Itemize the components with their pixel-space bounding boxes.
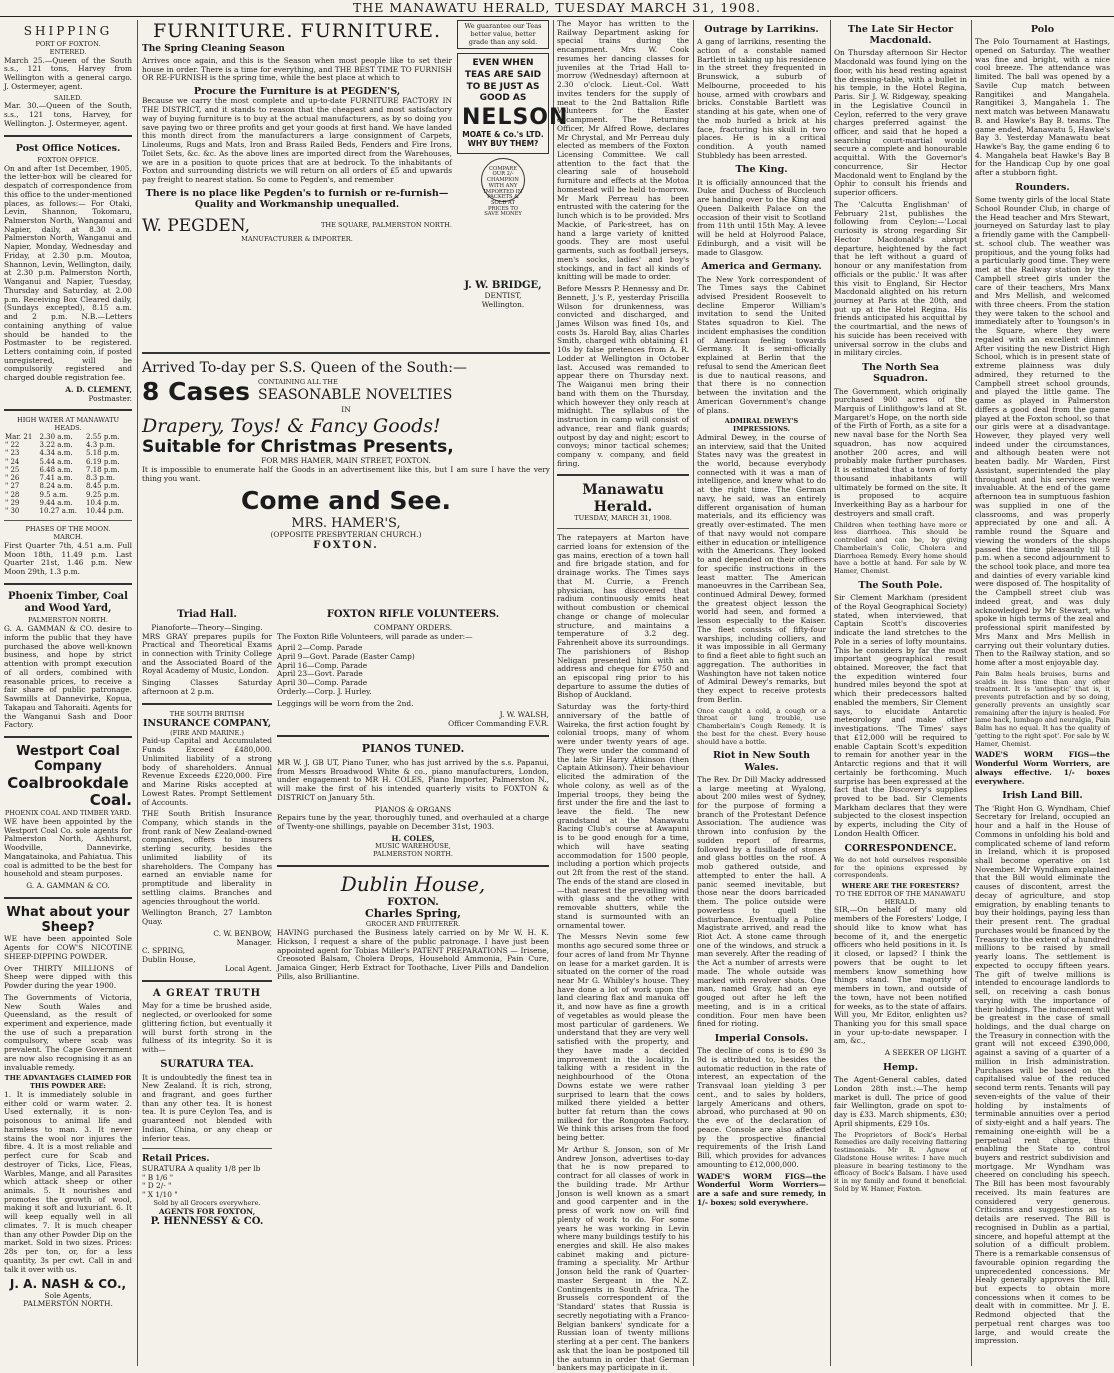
king-text: It is officially announced that the Duke and Duchess of Buccleuch are handing over to the King and Queen Dalkeith Palace on the occasion of their visit to Scotland from 11th until 15th May. A levee will be held at Holyrood Palace, Edinburgh, and a visit will be made to Glasgow. [697, 177, 826, 257]
moon-heading: PHASES OF THE MOON. [25, 525, 111, 534]
spring-place: Dublin House, [142, 955, 196, 965]
come-and-see: Come and See. [241, 486, 451, 516]
nash-role: Sole Agents, [44, 1290, 92, 1300]
insurance-office: Wellington Branch, 27 Lambton Quay. [142, 908, 272, 927]
correspondence-note: We do not hold ourselves responsible for the opinions expressed by correspondents. [834, 855, 967, 880]
tide-cell: 8.24 a.m. [39, 482, 73, 491]
shipping-heading: SHIPPING [23, 24, 113, 38]
sailed-label: SAILED. [53, 93, 83, 102]
furniture-advert [142, 20, 452, 350]
south-pole-text: Sir Clement Markham (president of the Royal Geographical Society) stated, when interviewed, that Captain Scott's discoveries indicate the land stretches to the Pole in a series of lofty mountains. This he considers by far the most important geographical result obtained. Moreover, the fact that the expedition wintered four hundred miles beyond the spot at which their predecessors halted enabled the members, Sir Clement says, to elucidate Antarctic meteorology and make other investigations. 'The Times' says that £12,000 will be required to enable Captain Scott's expedition to remain for another year in the Antarctic regions and that it will certainly be forthcoming. Much surprise has been expressed at the fact that the Discovery's supplies proved to be bad. Sir Clements Markham declares that they were subjected to the closest inspection by experts, including the City of London Health Officer. [834, 593, 967, 838]
spring-role: Local Agent. [224, 963, 272, 973]
tide-row [4, 507, 132, 515]
price-line: " D 2/- " [142, 1181, 172, 1191]
price-line: SURATURA A quality 1/8 per lb [142, 1163, 261, 1173]
dewey-text: Admiral Dewey, in the course of an interview, said that the United States navy was the greatest in the world, because everybody connected with it was a man of intelligence, and knew what to do at the right time. The German navy, he said, was an entirely different organisation of human materials, and its efficiency was greatly over-estimated. The men of that navy would not compare either in education or intelligence with the Americans. They looked to and depended on their officers for specific instructions in the least matter. The American manoeuvres in the Carribean Sea, continued Admiral Dewey, formed the greatest object lesson the world had seen, and formed a lesson especially to the Kaiser. The fleet consists of fifty-four warships, including colliers, and it was impossible in all Germany to find a fleet able to fight such an aggregation. The authorities in Washington have not taken notice of Admiral Dewey's remarks, but they expect to receive protests from Berlin. [697, 432, 826, 704]
column-adverts-right [277, 605, 549, 1366]
phoenix-text: G. A. GAMMAN & CO. desire to inform the public that they have purchased the above well-known business, and hope by strict attention with prompt execution of all orders, combined with reasonable prices, to receive a fair share of public patronage. Sawmills at Dannevirke, Kopua, Takapau and Tahoraiti. Agents for the Wanganui Sash and Door Factory. [4, 624, 132, 730]
tea-advert [457, 20, 569, 275]
america-heading: America and Germany. [701, 261, 822, 273]
column-rule [693, 20, 694, 1366]
news-paragraph: Saturday was the forty-third anniversary of the battle of Waireka, the first action fought by colonial troops, many of whom were under twenty years of age. They were under the command of the late Sir Harry Atkinson (then Captain Atkinson). Their behaviour elicited the admiration of the whole colony, as well as of the Imperial troops, they being the first under the fire and the last to leave the field. The new grandstand at the Manawatu Racing Club's course at Awapuni is to be good enough for a time, which will have seating accommodation for 1500 people, including a portion which projects out 2ft from the rest of the stand. The ends of the stand are closed in—that nearest the prevailing wind with glass and the other with removable shutters, while the stand is surmounted with an ornamental tower. [557, 702, 689, 930]
impossible-text: It is impossible to enumerate half the Goods in an advertisement like this, but I am sure I have the very thing you want. [142, 464, 550, 483]
insurance-text-2: THE South British Insurance Company, which stands in the front rank of New Zealand-owned companies, offers to insurers sterling security, besides the unlimited liability of its shareholders. The Company has earned an enviable name for promptitude and liberality in settling claims. Branches and agencies throughout the world. [142, 809, 272, 906]
news-paragraph: Before Messrs P. Hennessy and Dr. Bennett, J.'s P., yesterday Priscilla Wilson for drunkenness, was convicted and discharged, and James Wilson was fined 10s, and costs 3s. Harold Bay, alias Charles Smith, charged with obtaining £1 10s by false pretences from A. R. Lodder at Wellington in October last. Accused was remanded to appear there on Thursday next. The Waiganui men bring their band with them on the Thursday, which however they only reach at midnight. The syllabus of the instruction in camp will consist of advance, rear and flank guards; outpost by day and night; escort to convoys; minor tactical schemes; company v. company, and field firing. [557, 284, 689, 468]
worm-ad: WADE'S WORM FIGS—the Wonderful Worm Worriers—are a safe and sure remedy, in 1/- boxes; sold everywhere. [697, 1171, 826, 1207]
tide-row [4, 449, 132, 457]
triad-singing: Singing Classes Saturday afternoon at 2 p.m. [142, 678, 272, 696]
hemp-text: The Agent-General cables, dated London 28th inst.:—The hemp market is dull. The price of good fair Wellington, grade on spot to-day is £33. March shipments, £30; April shipments, £29 10s. [834, 1075, 967, 1128]
rifle-text: The Foxton Rifle Volunteers, will parade as under:— [277, 631, 473, 641]
tide-cell: " 27 [5, 482, 20, 491]
westport-text: WE have been appointed by the Westport Coal Co. sole agents for Palmerston North, Ashhurst, Woodville, Dannevirke, Mangatainoka, and Pahiatua. This coal is admitted to be the best for household and steam purposes. [4, 816, 132, 879]
tide-cell: " 28 [5, 490, 20, 499]
spring-name: C. SPRING, [142, 946, 186, 956]
why-buy: WHY BUY THEM? [467, 138, 539, 148]
column-rule [971, 20, 972, 1366]
westport-heading: Westport Coal Company [16, 744, 120, 775]
insurance-title-1: THE SOUTH BRITISH [169, 709, 245, 718]
suratura-text: It is undoubtedly the finest tea in New Zealand. It is rich, strong, and fragrant, and goes further than any other tea. It is honest tea. It is pure Ceylon Tea, and is guaranteed not blended with Indian, China, or any cheap or inferior teas. [142, 1072, 272, 1143]
rifle-order: April 16—Comp. Parade [277, 660, 368, 670]
irish-land-text: The 'Right Hon G. Wyndham, Chief Secretary for Ireland, occupied an hour and a half in the House of Commons in unfolding his bold and complicated scheme of land reform in Ireland, which it is proposed shall become operative on 1st November. Mr Wyndham explained that the Bill would eliminate the causes of discontent, arrest the decay of agriculture, and stop emigration, by enabling tenants to buy their holdings, paying less than their present rent. The gradual purchases would be financed by the Treasury to the extent of a hundred millions to be raised by small yearly loans. The settlement is expected to occupy fifteen years. The gift of twelve millions is intended to encourage landlords to sell, on receiving a cash bonus varying with the importance of their holdings. The inducement will be greatest in the case of small holdings, and the dual charge on the Treasury in connection with the grant will not exceed £390,000, against a saving of a quarter of a million in Irish administration. Purchases will be based on the capitalised value of the reduced second term rents. Tenants will pay seven-eights of the value of their holding by instalments of terminable annuities over a period of sixty-eight and a half years. The remaining one-eighth will be a perpetual rent charge, thus enabling the State to control buyers and restrict subdivision and mortgage. Mr Wyndham was cheered on concluding his speech. The Bill has been most favourably received. Its main features are considered very generous. Criticisms and suggestions as to details are reserved. The Bill is recognised in Dublin as a partial, sincere, and hopeful attempt at the solution of a difficult problem. There is a remarkable consensus of favourable opinion regarding the unprecedented concessions. Mr Healy generally approves the Bill, but expects to obtain more concessions when it comes to be dealt with in committee. Mr J. E. Redmond objected that the perpetual rent charges was too large, and would create the impression. [975, 803, 1110, 1346]
pegden-slogan: There is no place like Pegden's to furnish or re-furnish—Quality and Workmanship unequalled. [145, 187, 449, 210]
moon-text: First Quarter 7th, 4.51 a.m. Full Moon 18th, 11.49 p.m. Last Quarter 21st, 1.46 p.m. New Moon 29th, 1.3 p.m. [4, 540, 132, 577]
news-paragraph: Mr Arthur S. Jonson, son of Mr Andrew Jonson, advertises to-day that he is now prepared to contract for all classes of work in the building trade. Mr Arthur Jonson is well known as a smart and good carpenter and in the press of work now on will find plenty of work to do. For some years he was working in Levin where many buildings testify to his energies and skill. He also makes cabinet making and picture-framing a speciality. Mr Arthur Jonson held the rank of Quarter-master Sergeant in the N.Z. Contingents in South Africa. The Brussels correspondent of the 'Standard' states that Russia is secretly negotiating with a Franco-Belgian bankers' syndicate for a Russian loan of twenty millions sterling at a per cent. The bankers ask that the loan be postponed till the autumn in order that German bankers may participate in it. [557, 1144, 689, 1373]
tide-row [4, 466, 132, 474]
spring-cleaning-heading: The Spring Cleaning Season [142, 44, 285, 55]
coalbrookdale-heading: Coalbrookdale [7, 773, 129, 792]
triad-text: MRS GRAY prepares pupils for Practical and Theoretical Exams in connection with Trinity College and the Associated Board of the Royal Academy of Music, London. [142, 631, 272, 676]
furniture-text-2: Because we carry the most complete and up-to-date FURNITURE FACTORY IN THE DISTRICT, and it stands to reason that the cheapest and most satisfactory way of buying furniture is to buy at the actual manufacturers, as by so doing you save paying two or three profits and get your goods at first hand. We have landed this month direct from the manufacturers a large consignment of Carpets, Linoleums, Rugs and Mats, Iron and Brass Railed Beds, Fenders and Fire Irons, Toilet Sets, &c. &c. As the above lines are imported direct from the Warehouses, we are in a position to quote prices that are at bedrock. To the inhabitants of Foxton and surrounding districts we will return on all orders of £5 and upwards pay freight to nearest station. So come to Pegden's, and remember [142, 96, 452, 185]
tide-cell: 9.5 a.m. [39, 490, 69, 499]
sailed-text: Mar. 30.—Queen of the South, s.s., 121 tons, Harvey, for Wellington. J. Ostermeyer, agent. [4, 101, 132, 128]
dublin-spring: Charles Spring, [364, 907, 461, 921]
tide-cell: " 30 [5, 507, 20, 516]
column-adverts-left [142, 605, 272, 1366]
coles-place: PALMERSTON NORTH. [373, 850, 453, 859]
tide-row [4, 499, 132, 507]
post-office-text: On and after 1st December, 1905, the letter-box will be cleared for despatch of correspondence from this office to the under-mentioned places, as follows:— For Otaki, Levin, Shannon, Tokomaru, Palmerston North, Wanganui and Napier, daily, at 8.30 a.m. Palmerston North, Wanganui and Napier, Monday, Wednesday and Friday, at 2.30 p.m. Moutoa, Shannon, Levin, Wellington, daily, at 2.30 p.m. Palmerston North, Wanganui and Napier, Tuesday, Thursday and Saturday, at 2.00 p.m. Receiving Box Cleared daily, (Sundays excepted), 8.15 a.m. and 2 p.m. N.B.—Letters containing anything of value should be handed to the Postmaster to be registered. Letters containing coin, if posted unregistered, will be compulsorily registered and charged double registration fee. [4, 163, 132, 383]
irish-land-heading: Irish Land Bill. [1002, 790, 1083, 802]
dublin-heading: Dublin House, [340, 871, 486, 896]
triad-sub: Pianoforte—Theory—Singing. [151, 622, 263, 632]
drapery-heading: Drapery, Toys! & Fancy Goods! [142, 414, 441, 437]
tide-cell: 8.45 p.m. [86, 482, 120, 491]
tide-cell: " 22 [5, 441, 20, 450]
north-sea-heading: The North Sea Squadron. [861, 362, 940, 385]
tide-cell: " 23 [5, 449, 20, 458]
news-paragraph: The ratepayers at Marton have carried loans for extension of the gas mains, erection of a town hall and fire brigade station, and for drainage works. The Times says that M. Currie, a French physician, has discovered that radium continuously emits heat without combustion or chemical change or change of molecular structure, and maintains a temperature of 3.2 deg. Fahrenheit above its surroundings. The parishioners of Bishop Neligan presented him with an address and cheque for £750 and an episcopal ring prior to his departure to assume the duties of Bishop of Auckland. [557, 533, 689, 700]
tide-row [4, 441, 132, 449]
dublin-trade: GROCER AND FRUITERER. [365, 920, 461, 929]
price-line: " X 1/10 " [142, 1190, 178, 1200]
hamer-name: MRS. HAMER'S, [291, 515, 401, 531]
truth-text: May for a time be brushed aside, neglected, or overlooked for some glittering fiction, but eventually it will burst forth strong in the fullness of its integrity. So it is with— [142, 1001, 272, 1054]
hamer-advert [142, 352, 550, 602]
tide-row [4, 491, 132, 499]
herald-date: TUESDAY, MARCH 31, 1908. [574, 514, 672, 523]
column-shipping [4, 20, 132, 1366]
postmaster-name: A. D. CLEMENT, [65, 384, 132, 394]
in-label: IN [341, 405, 351, 415]
column-news-4 [834, 20, 967, 1366]
tide-row [4, 458, 132, 466]
tide-cell: 10.44 p.m. [86, 507, 124, 516]
king-heading: The King. [735, 164, 788, 176]
phoenix-heading: Phoenix Timber, Coal and Wood Yard, [8, 590, 128, 614]
tide-cell: 10.4 p.m. [86, 498, 120, 507]
tide-row [4, 474, 132, 482]
containing-label: CONTAINING ALL THE [258, 378, 338, 387]
page-masthead: THE MANAWATU HERALD, TUESDAY MARCH 31, 1908. [0, 0, 1114, 17]
hennessy-name: P. HENNESSY & CO. [150, 1216, 264, 1228]
rifle-order: April 23—Govt. Parade [277, 669, 363, 679]
nelson-heading: NELSON [462, 105, 569, 131]
dublin-text: HAVING purchased the Business lately carried on by Mr W. H. K. Hickson, I request a share of the public patronage. I have just been appointed agent for Tobias Miller's PATENT PREPARATIONS — Irisene, Creosoted Balsam, Cholera Drops, Household Ammonia, Pain Cure, Jamaica Ginger, Herb Extract for Toothache, Liver Pills and Dandelion Pills, also Brilliantine. [277, 928, 549, 981]
price-line: " B 1/6 " [142, 1172, 174, 1182]
tide-cell: " 25 [5, 465, 20, 474]
nash-name: J. A. NASH & CO., [9, 1277, 127, 1292]
news-paragraph: The Messrs Nevin some few months ago secured some three or four acres of land from Mr Thynne on lease for a market garden. It is situated on the corner of the road near Mr G. Whibley's house. They have done a lot of work upon the land clearing flax and manuka off it, and now have as fine a growth of vegetables as would please the most particular of gardeners. We understand that they are very well satisfied with the property, and they have made a decided improvement in the locality. In talking with a resident in the neighbourhood of the Otona Downs estate we were rather surprised to learn that the cows milked there yielded a better butter fat return than the cows milked for the Rongotea Factory. We think this arises from the food being better. [557, 932, 689, 1143]
benbow-name: C. W. BENBOW, [213, 928, 272, 938]
port-label: PORT OF FOXTON. [35, 40, 101, 49]
entered-label: ENTERED. [49, 47, 87, 56]
polo-heading: Polo [1030, 24, 1055, 35]
advantages-text: 1. It is immediately soluble in either cold or warm water. 2. Used externally, it is non-poisonous to animal life and harmless to man. 3. It never stains the wool nor injures the fibre. 4. It is a most reliable and perfect cure for Scab and destroyer of Ticks, Lice, Fleas, Warbles, Mange, and all Parasites which attack sheep or other animals. 5. It nourishes and promotes the growth of wool, making it soft and luxuriant. 6. It will keep equally well in all climates. 7. It is much cheaper than any other Powder Dip on the market. Sold in two sizes. Prices: 28s per ton, or, for a less quantity, 3s per cwt. Call in and talk it over with us. [4, 1089, 132, 1274]
rounders-heading: Rounders. [1015, 181, 1070, 193]
ceylon-text: The 'Calcutta Englishman' of February 21st, publishes the following from Ceylon:—'Local curiosity is strong regarding Sir Hector Macdonald's abrupt departure, heightened by the fact that he left without a guard of honour or any manifestation from officials or the public.' It was after this visit to England, Sir Hector Macdonald alighted on his return journey at Paris at the 20th, and put up at the Hotel Regina. His friends anticipated his acquittal by the courtmartial, and the news of his suicide has been received with universal sorrow in the clubs and in military circles. [834, 199, 967, 358]
rifle-orderly: Orderly.—Corp. J. Hurley. [277, 686, 372, 696]
pianos-text-2: Repairs tune by the year, thoroughly tuned, and overhauled at a charge of Twenty-one shillings, payable on December 31st, 1903. [277, 813, 549, 831]
tide-cell: 4.3 p.m. [86, 441, 115, 450]
sheep-text-2: Over THIRTY MILLIONS of Sheep were dipped with this Powder during the year 1900. [4, 963, 132, 991]
hamer-opposite: (OPPOSITE PRESBYTERIAN CHURCH.) [270, 530, 422, 540]
tide-cell: 7.18 p.m. [86, 465, 120, 474]
america-text: The New York correspondent of The Times says the Cabinet advised President Roosevelt to decline Emperor William's invitation to send the United States squadron to Kiel. The incident emphasises the condition of American feeling towards Germany. It is semi-officially explained at Berlin that the refusal to send the American fleet is due to nautical reasons, and that there is no connection between the invitation and the American Government's change of plans. [697, 274, 826, 415]
column-rule [553, 20, 554, 1366]
herald-masthead: Manawatu Herald. [582, 482, 664, 515]
bridge-advert [457, 280, 549, 350]
column-rule [137, 20, 138, 1366]
bock-ad: The Proprietors of Bock's Herbal Remedies are daily receiving flattering testimonials. Mr R. Agnew of Gladstone House writes: I have much pleasure in bearing testimony to the efficacy of Bock's Balsam. I have used it in my family and found it beneficial. Sold by W. Hamer, Foxton. [834, 1130, 967, 1193]
pegden-name: W. PEGDEN, [142, 216, 250, 237]
macdonald-text: On Thursday afternoon Sir Hector Macdonald was found lying on the floor, with his head resting against the dressing-table, with a bullet in his temple, in the Hotel Regina, Paris. Sir J. W. Ridgeway, speaking in the Legislative Council in Ceylon, referred to the very grave charges preferred against the officer, and said that he hoped a searching court-martial would secure a complete and honourable acquittal. With the Governor's concurrence, Sir Hector Macdonald went to England by the Ophir to consult his friends and superior officers. [834, 48, 967, 198]
tea-guarantee: We guarantee our Teas better value, better grade than any sold. [457, 20, 549, 49]
tide-cell: 7.41 a.m. [39, 474, 73, 483]
column-news-1 [557, 19, 689, 1373]
tide-cell: 5.44 a.m. [39, 457, 73, 466]
postmaster-role: Postmaster. [88, 393, 132, 403]
insurance-title-2: INSURANCE COMPANY, [142, 718, 272, 730]
tide-cell: 9.25 p.m. [86, 490, 120, 499]
polo-text: The Polo Tournament at Hastings, opened on Saturday. The weather was fine and bright, with a nice cool breeze. The attendance was limited. The ball was opened by a Savile Cup match between Rangitikei and Mangahela. Rangitikei 3, Mangahela 1. The next match was between Manawatu B. and Hawke's Bay B. teams. The game ended, Manawatu 5, Hawke's Bay 3. Yesterday Manawatu beat Hawke's Bay, the game ending 6 to 4. Mangahela beat Hawke's Bay B for the Handicap Cup by one goal after a stubborn fight. [975, 37, 1110, 178]
hamer-foxton: FOXTON. [313, 539, 379, 551]
riot-text: The Rev. Dr Dill Macky addressed a large meeting at Wyalong, about 200 miles west of Sydney, for the purpose of forming a branch of the Protestant Defence Association. The audience was thrown into confusion by the sudden report of firearms, followed by a fusillade of stones and glass bottles on the roof. A mob gathered outside, and attempted to enter the hall. A panic seemed inevitable, but those near the doors barricaded them. The police outside were powerless to quell the disturbance. Eventually a Police Magistrate arrived, and read the Riot Act. A stone came through one of the windows, and struck a man severely. After the reading of the Act a number of arrests were made. The whole outside was marked with revolver shots. One man, named Gray, had an eye gouged out after he left the meeting, and is in a critical condition. Four men have been fined for rioting. [697, 774, 826, 1029]
furniture-heading: FURNITURE. FURNITURE. [152, 20, 442, 42]
insurance-text: Paid-up Capital and Accumulated Funds Exceed £480,000. Unlimited liability of a strong body of shareholders. Annual Revenue Exceeds £220,000. Fire and Marine Risks accepted at Lowest Rates. Prompt Settlement of Accounts. [142, 736, 272, 807]
hemp-heading: Hemp. [882, 1061, 919, 1073]
advantages-heading: THE ADVANTAGES CLAIMED FOR THIS POWDER ARE: [4, 1074, 132, 1091]
grocers-line: Sold by all Grocers everywhere. [153, 1198, 261, 1207]
wade-ad: WADE'S WORM FIGS—the Wonderful Worm Worriers, are always effective. 1/- boxes everywhere. [975, 750, 1110, 786]
cough-ad: Once caught a cold, a cough or a throat or lung trouble, use Chamberlain's Cough Remedy. It is the best for the chest. Every house should have a bottle. [697, 706, 826, 746]
column-news-3 [697, 20, 826, 1366]
pianos-heading: PIANOS TUNED. [361, 741, 465, 755]
larrikins-text: A gang of larrikins, resenting the action of a constable named Bartlett in taking up his residence in the street they frequented in Brunswick, a suburb of Melbourne, proceeded to his house, armed with crowbars and bricks. Constable Bartlett was standing at his gate, when one of the mob hurled a brick at his face, fracturing his skull in two places. He is in a critical condition. A youth named Stubbledy has been arrested. [697, 37, 826, 160]
for-mrs-hamer: FOR MRS HAMER, MAIN STREET, FOXTON. [261, 456, 431, 466]
consols-heading: Imperial Consols. [714, 1033, 809, 1045]
phoenix-coal-label: PHOENIX COAL AND TIMBER YARD. [4, 809, 132, 818]
coles-name: H. COLES, [391, 833, 435, 843]
editor-label: TO THE EDITOR OF THE MANAWATU HERALD. [835, 889, 966, 906]
nash-place: PALMERSTON NORTH. [23, 1299, 113, 1309]
tide-cell: 2.55 p.m. [86, 432, 120, 441]
moate-label: MOATE & Co.'s LTD. [462, 130, 544, 139]
tide-table [4, 433, 132, 516]
bridge-place: Wellington. [481, 299, 525, 309]
arrived-line: Arrived To-day per S.S. Queen of the South:— [142, 360, 467, 376]
tide-cell: " 26 [5, 474, 20, 483]
riot-heading: Riot in New South Wales. [713, 750, 810, 773]
tea-seal: COMPARE OUR 2/- CHAMPION WITH ANY IMPORTED IN PACKETS & SOLD AT PRICES TO SAVE MONEY [481, 158, 525, 202]
rounders-text: Some twenty girls of the local State School Rounder Club, in charge of the Head teacher and Mrs Stewart, journeyed on Saturday last to play a friendly game with the Campbell-st. school club. The weather was propitious, and the young folks had a particularly good time. They were met at the Railway station by the Campbell street girls under the care of their teachers, Mrs Manx and Mrs Mellish, and welcomed with three cheers. From the station they were taken to the school and immediately after to Youngson's in the Square, where they were regaled with an excellent dinner. After visiting the new District High School, which is in present state of extreme plainness was duly admired, they returned to the Campbell street school grounds, and played the little game. The game as played in Palmerston differs a good deal from the game played at the Foxton school, so that our girls were at a disadvantage. However, they played very well indeed under the circumstances, and although beaten were not beaten badly. Mr Warden, First Assistant, superintended the play throughout and his services were invaluable. At the end of the game afternoon tea in sumptuous fashion was supplied in one of the classrooms, and was properly appreciated by one and all. A ramble round the Square and viewing the wonders of the shops passed the time pleasantly till 5 p.m. when a second adjournment to the school took place, and more tea and dainties of every variable kind were disposed of. The hospitality of the Campbell street club was indeed great, and was duly acknowledged by Mr Stewart, who spoke in high terms of the zeal and professional spirit manifested by Mrs Manx and Mrs Mellish in carrying out their voluntary duties. Then to the Railway station, and so home after a most enjoyable day. [975, 195, 1110, 668]
moon-month: MARCH. [53, 533, 83, 542]
sheep-text: WE have been appointed Sole Agents for COW'S NICOTINE SHEEP-DIPPING POWDER. [4, 934, 132, 961]
post-office-heading: Post Office Notices. [15, 142, 121, 154]
insurance-title-3: (FIRE AND MARINE.) [170, 728, 244, 737]
rifle-heading: FOXTON RIFLE VOLUNTEERS. [326, 609, 500, 620]
correspondence-text: SIR,—On behalf of many old members of the Foresters' Lodge, I should like to know what has become of it, and the energetic officers who held positions in it. Is it closed, or lapsed? I think the powers that be ought to let members know something how things stand. The majority of members in town, and outside of the town, have not been notified for weeks, as to the state of affairs. Will you, Mr Editor, enlighten us? Thanking you for this small space in your up-to-date newspaper. I am, &c., [834, 905, 967, 1046]
dewey-heading: ADMIRAL DEWEY'S IMPRESSIONS. [724, 417, 799, 434]
tide-cell: 5.18 p.m. [86, 449, 120, 458]
tide-cell: 3.22 a.m. [39, 441, 73, 450]
sheep-heading: What about your Sheep? [6, 904, 130, 936]
tide-cell: 6.19 p.m. [86, 457, 120, 466]
pegden-manuf: MANUFACTURER & IMPORTER. [241, 235, 353, 244]
dublin-foxton: FOXTON. [387, 896, 439, 908]
correspondence-heading: CORRESPONDENCE. [844, 842, 957, 854]
furniture-text-1: Arrives once again, and this is the Season when most people like to set their house in order. There is a time for everything, and THE BEST TIME TO FURNISH OR RE-FURNISH is the spring time, while the best place at which to [142, 56, 452, 83]
suitable-heading: Suitable for Christmas Presents, [142, 437, 454, 458]
tide-cell: " 24 [5, 457, 20, 466]
suratura-heading: SURATURA TEA. [160, 1058, 254, 1070]
triad-heading: Triad Hall. [177, 609, 237, 620]
post-office-sub: FOXTON OFFICE. [37, 155, 99, 164]
procure-heading: Procure the Furniture is at PEGDEN'S, [193, 86, 401, 98]
pain-balm-ad: Pain Balm heals bruises, burns and scalds in less time than any other treatment. It is 'antiseptic' that is, it prevents putrefaction and by so doing, generally prevents an unsightly scar remaining after the injury is healed. For lame back, lumbago and neuralgia, Pain Balm has no equal. It has the quality of 'getting to the right spot'. For sale by W. Hamer, Chemist. [975, 669, 1110, 748]
tide-cell: 8.3 p.m. [86, 474, 115, 483]
retail-heading: Retail Prices. [142, 1154, 210, 1165]
column-news-5 [975, 20, 1110, 1366]
pianos-organs: PIANOS & ORGANS [374, 804, 452, 814]
sheep-text-3: The Governments of Victoria, New South Wales and Queensland, as the result of experiment and experience, made the use of such a preparation compulsory, where scab was prevalent. The Cape Government are now also recognising it as an invaluable remedy. [4, 992, 132, 1072]
news-paragraph: The Mayor has written to the Railway Department asking for special trains during the encampment. Mrs W. Cook resumes her dancing classes for juveniles at the Triad Hall to-morrow (Wednesday) afternoon at 2.30 o'clock. Lieut.-Col. Watt invites tenders for the supply of meat to the 2nd Battalion Rifle Volunteers for the Easter encampment. The Returning Officer, Mr Alfred Rowe, declares Mr Chrystal, and Mr Perreau duly elected as members of the Foxton Licensing Committee. We call attention to the fact that the clearing sale of household furniture and effects at the Motoa homestead will be held to-morrow. Mr Mark Perreau has been entrusted with the catering for the lunch which is to be provided. Mrs Mackie, of Park-street, has on hand a large variety of knitted goods. They are most useful garments, such as football jerseys, men's socks, ladies' and boy's stockings, and in fact all kinds of knitting will be made to order. [557, 19, 689, 282]
rifle-order: April 9—Govt. Parade (Easter Camp) [277, 652, 415, 661]
tide-cell: 9.44 a.m. [39, 498, 73, 507]
truth-heading: A GREAT TRUTH [152, 987, 262, 999]
rifle-order: April 30—Comp. Parade [277, 678, 368, 688]
north-sea-text: The Government, which originally purchased 900 acres of the Marquis of Linlithgow's land at St. Margaret's Hope, on the north side of the Firth of Forth, as a site for a new naval base for the North Sea squadron, has now acquired another 200 acres, and will probably make further purchases. It is estimated that a town of forty thousand inhabitants will ultimately be formed on the site. It is proposed to acquire Inverkeithing Bay as a harbour for destroyers and small craft. [834, 386, 967, 518]
tide-cell: 10.27 a.m. [39, 507, 78, 516]
tide-cell: 2.30 a.m. [39, 432, 73, 441]
pianos-text: MR W. J. GB UT, Piano Tuner, who has just arrived by the s.s. Papanui, from Messrs Broadwood White & co., piano manufacturers, London, under engagement to MR H. COLES, Piano Importer, Palmerston N., will make the first of his intended quarterly visits to FOXTON & DISTRICT on January 5th. [277, 757, 549, 802]
rifle-sub: COMPANY ORDERS. [373, 622, 453, 632]
children-ad: Children when teething have more or less diarrhoea. This should be controlled and can be, by giving Chamberlain's Colic, Cholera and Diarrhoea Remedy. Every home should have a bottle at hand. For sale by W. Hamer, Chemist. [834, 520, 967, 576]
rifle-leggings: Leggings will be worn from the 2nd. [277, 698, 414, 708]
walsh-name: J. W. WALSH, [499, 710, 549, 720]
tide-row [4, 482, 132, 490]
phoenix-sub: PALMERSTON NORTH. [28, 616, 108, 625]
tide-row [4, 433, 132, 441]
seasonable-label: SEASONABLE NOVELTIES [258, 386, 453, 403]
tea-even: EVEN WHEN TEAS ARE SAID TO BE JUST AS GOOD AS [464, 58, 542, 104]
bridge-role: DENTIST, [484, 290, 522, 300]
larrikins-heading: Outrage by Larrikins. [704, 24, 819, 35]
macdonald-heading: The Late Sir Hector Macdonald. [847, 24, 954, 47]
cases-heading: 8 Cases [142, 376, 251, 406]
tide-cell: 4.34 a.m. [39, 449, 73, 458]
tide-cell: Mar. 21 [5, 432, 33, 441]
entered-text: March 25.—Queen of the South s.s., 121 tons, Harvey from Wellington with a general cargo. J. Ostermeyer, agent. [4, 55, 132, 91]
benbow-role: Manager. [236, 937, 272, 947]
bridge-name: J. W. BRIDGE, [464, 280, 542, 291]
agents-line: AGENTS FOR FOXTON, [158, 1206, 256, 1216]
tide-cell: 6.48 a.m. [39, 465, 73, 474]
tide-heading: HIGH WATER AT MANAWATU HEADS. [16, 416, 120, 433]
column-rule [830, 20, 831, 1366]
walsh-role: Officer Commanding F.V.R. [448, 719, 549, 729]
rifle-order: April 2—Comp. Parade [277, 643, 363, 653]
south-pole-heading: The South Pole. [858, 579, 943, 591]
westport-sign: G. A. GAMMAN & CO. [26, 881, 110, 890]
consols-text: The decline of cons is to £90 3s 9d is attributed to, besides the automatic reduction in the rate of interest, an expectation of the Transvaal loan yielding 3 per cent., and to sales by holders, largely Americans and others, abroad, who purchased at 90 on the eve of the declaration of peace. Console are also affected by the prospective financial requirements of the Irish Land Bill, which provides for advances amounting to £12,000,000. [697, 1046, 826, 1169]
foresters-heading: WHERE ARE THE FORESTERS? [841, 882, 960, 891]
tide-cell: " 29 [5, 498, 20, 507]
coal-heading: Coal. [89, 791, 132, 810]
seeker-sign: A SEEKER OF LIGHT. [884, 1048, 967, 1058]
pegden-address: THE SQUARE, PALMERSTON NORTH. [320, 221, 452, 230]
coles-music: MUSIC WAREHOUSE, [375, 842, 451, 851]
